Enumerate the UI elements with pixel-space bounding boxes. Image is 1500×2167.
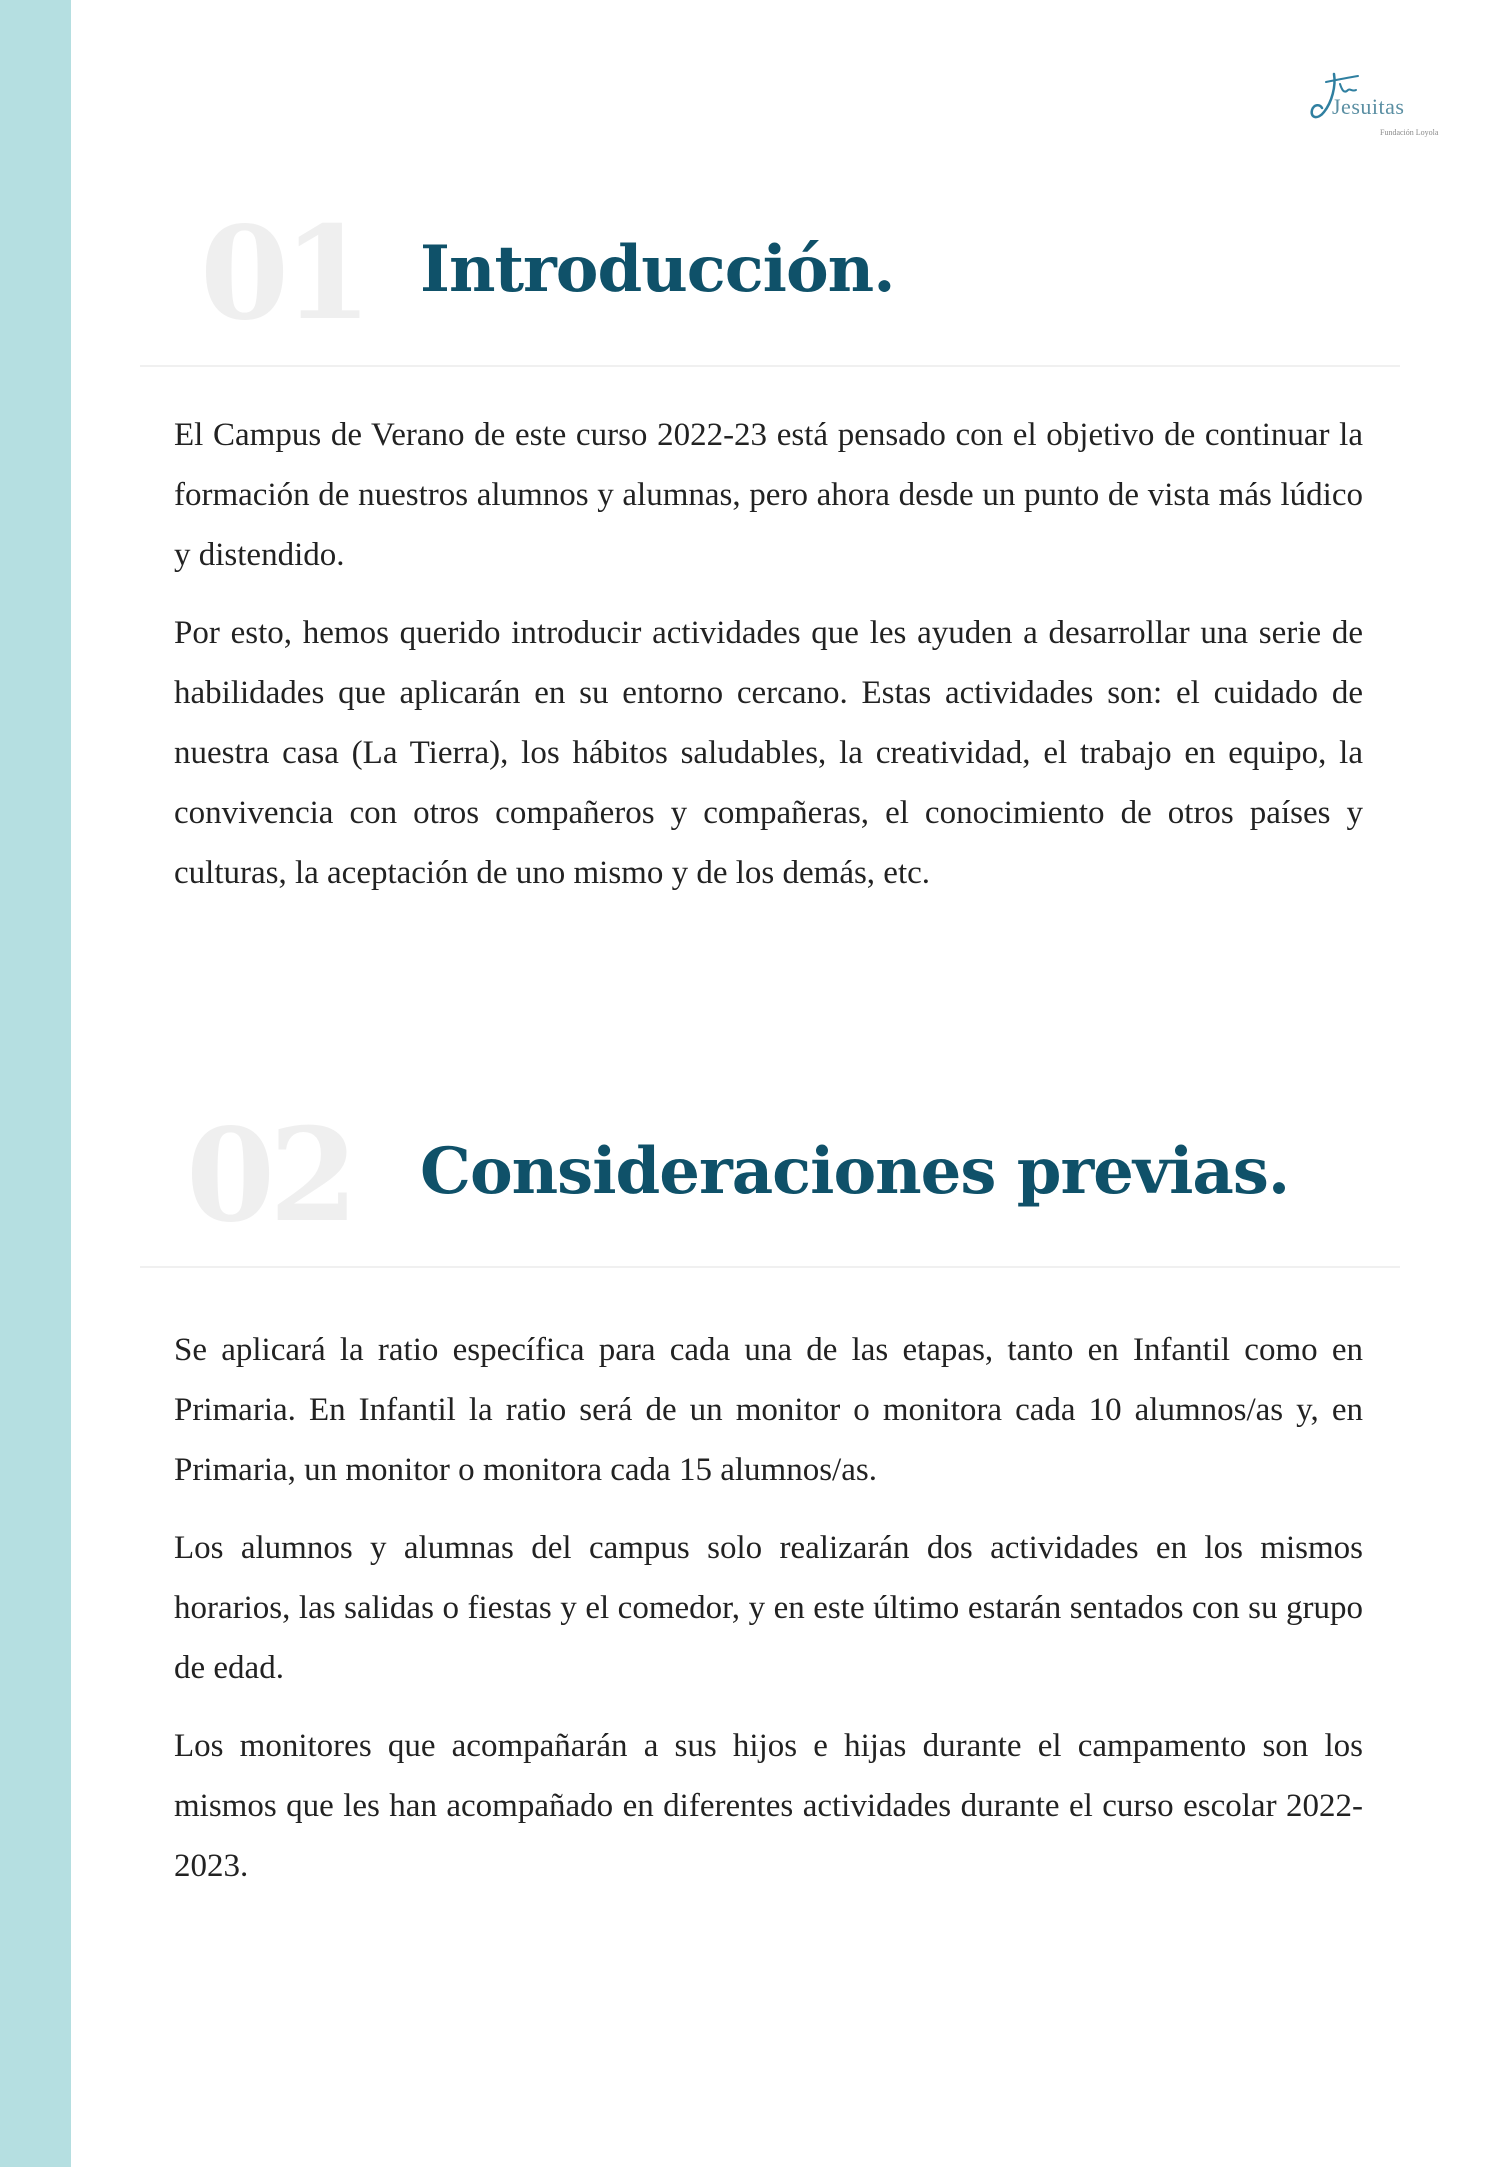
paragraph: Se aplicará la ratio específica para cada una de las etapas, tanto en Infantil como en Primaria. En Infantil la ratio será de un monitor o monitora cada 10 alumnos/as y, en Primaria, un monitor o monitora cada 15 alumnos/as.: [174, 1332, 1363, 1488]
section-divider: [140, 1266, 1400, 1268]
section-title: Introducción.: [420, 232, 895, 307]
jesuitas-logo: [1300, 64, 1460, 144]
paragraph: Los monitores que acompañarán a sus hijos e hijas durante el campamento son los mismos que les han acompañado en diferentes actividades durante el curso escolar 2022-2023.: [174, 1728, 1363, 1884]
section-title: Consideraciones previas.: [420, 1134, 1290, 1209]
section-body: [174, 1320, 1363, 1914]
logo-subtitle: Fundación Loyola: [1380, 128, 1439, 137]
paragraph: Por esto, hemos querido introducir actividades que les ayuden a desarrollar una serie de habilidades que aplicarán en su entorno cercano. Estas actividades son: el cuidado de nuestra casa (La Tierra), los hábitos saludables, la creatividad, el trabajo en equipo, la convivencia con otros compañeros y compañeras, el conocimiento de otros países y culturas, la aceptación de uno mismo y de los demás, etc.: [174, 615, 1363, 891]
side-accent-band: [0, 0, 71, 2167]
section-divider: [140, 365, 1400, 367]
paragraph: El Campus de Verano de este curso 2022-23 está pensado con el objetivo de continuar la formación de nuestros alumnos y alumnas, pero ahora desde un punto de vista más lúdico y distendido.: [174, 417, 1363, 573]
section-number: 02: [186, 1101, 353, 1251]
logo-wordmark: Jesuitas: [1332, 94, 1405, 119]
section-number: 01: [200, 199, 367, 349]
section-body: [174, 405, 1363, 921]
paragraph: Los alumnos y alumnas del campus solo realizarán dos actividades en los mismos horarios, las salidas o fiestas y el comedor, y en este último estarán sentados con su grupo de edad.: [174, 1530, 1363, 1686]
